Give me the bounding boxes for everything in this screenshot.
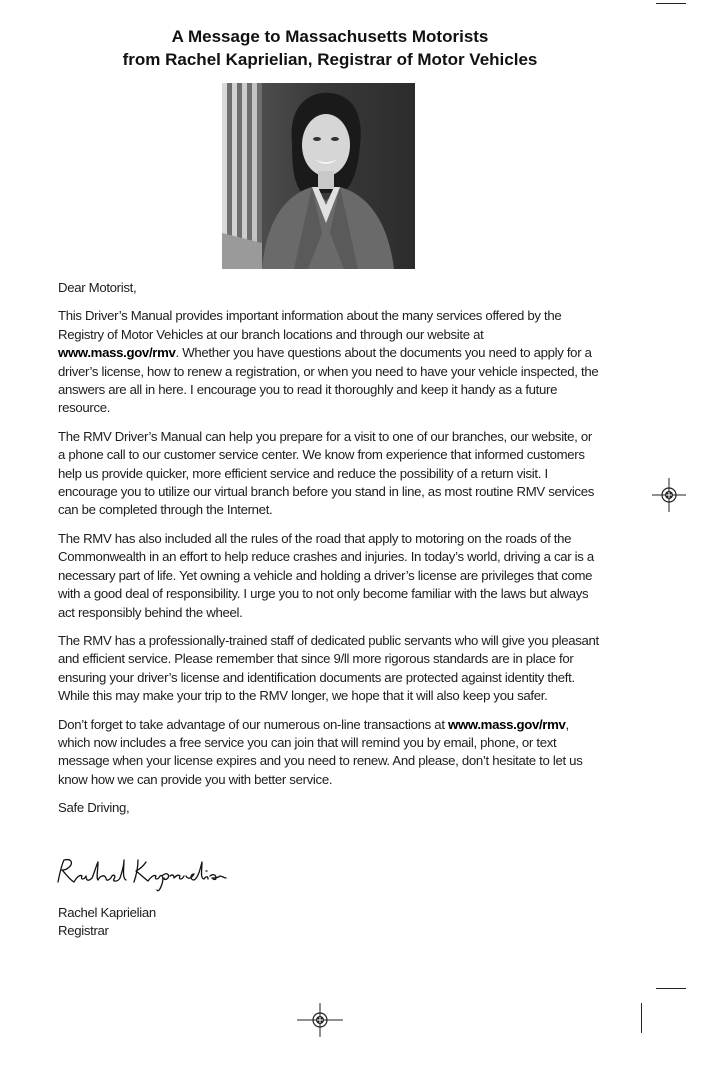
page-title: [0, 25, 660, 71]
title-line-1: A Message to Massachusetts Motorists: [171, 27, 489, 46]
paragraph-1-text-a: This Driver’s Manual provides important information about the many services offered by the Registry of Motor Vehicles at our branch locations and through our website at: [58, 308, 562, 342]
closing: Safe Driving,: [58, 800, 130, 816]
crop-mark-bottom-vertical: [641, 1003, 642, 1033]
registration-mark-right: [652, 478, 686, 512]
salutation: Dear Motorist,: [58, 280, 137, 295]
signatory-name: Rachel Kaprielian: [58, 905, 156, 920]
signatory-title: Registrar: [58, 923, 109, 939]
paragraph-1-text-b: . Whether you have questions about the documents you need to apply for a driver’s license, how to renew a registration, or when you need to have your vehicle inspected, the answers are all in here. I encourage you to read it thoroughly and keep it handy as a future resource.: [58, 345, 599, 416]
paragraph-5-text-a: Don’t forget to take advantage of our numerous on-line transactions at: [58, 716, 449, 732]
crop-mark-bottom-right: [656, 988, 686, 989]
title-line-2: from Rachel Kaprielian, Registrar of Motor Vehicles: [122, 50, 538, 69]
paragraph-1: [58, 307, 600, 417]
handwritten-signature: [54, 854, 234, 894]
portrait-image: [222, 83, 415, 269]
registration-mark-bottom: [297, 1003, 343, 1037]
paragraph-2: The RMV Driver’s Manual can help you prepare for a visit to one of our branches, our website, or a phone call to our customer service center. We know from experience that informed customers help us provide quicker, more efficient service and reduce the possibility of a return visit. I encourage you to utilize our virtual branch before you stand in line, as most routine RMV services can be completed through the Internet.: [58, 428, 594, 518]
paragraph-5: [58, 716, 600, 790]
website-link: www.mass.gov/rmv: [448, 716, 566, 732]
letter-body: [58, 279, 600, 828]
registrar-portrait: [222, 83, 415, 269]
website-link: www.mass.gov/rmv: [58, 345, 176, 361]
flag-graphic: [222, 83, 262, 269]
crop-mark-top: [656, 3, 686, 4]
paragraph-3: The RMV has also included all the rules of the road that apply to motoring on the roads of the Commonwealth in an effort to help reduce crashes and injuries. In today’s world, driving a car is a necessary part of life. Yet owning a vehicle and holding a driver’s license are privileges that come with a good deal of responsibility. I urge you to not only become familiar with the laws but always act responsibly behind the wheel.: [58, 530, 594, 620]
paragraph-5-text-b: , which now includes a free service you can join that will remind you by email, phone, or text message when your license expires and you need to renew. And please, don’t hesitate to let us know how we can provide you with better service.: [58, 716, 583, 787]
signatory: [58, 904, 156, 941]
paragraph-4: The RMV has a professionally-trained staff of dedicated public servants who will give you pleasant and efficient service. Please remember that since 9/ll more rigorous standards are in place for ensuring your driver’s license and identification documents are protected against identity theft. While this may make your trip to the RMV longer, we hope that it will also keep you safer.: [58, 632, 599, 704]
